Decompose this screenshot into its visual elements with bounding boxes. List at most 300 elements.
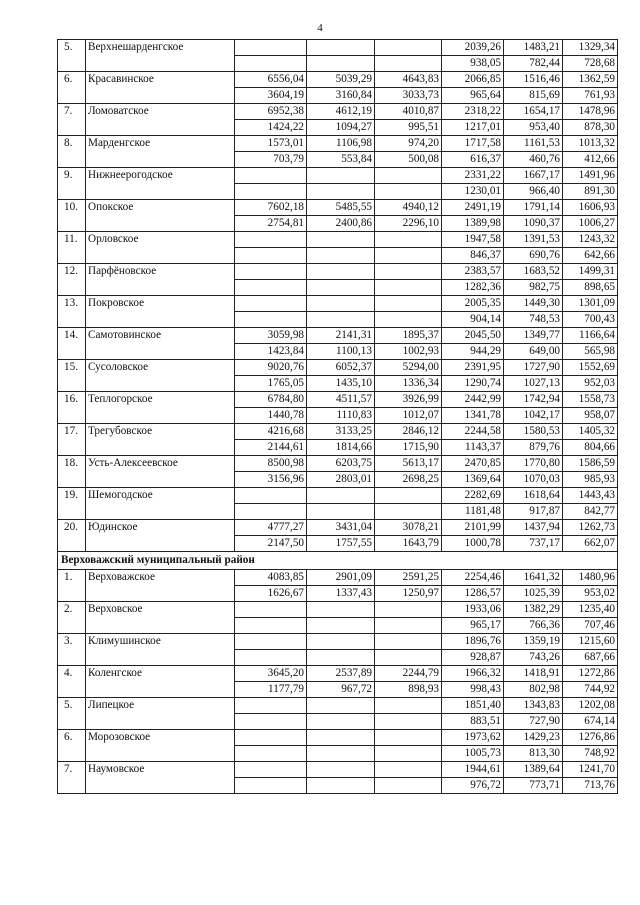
table-row — [58, 232, 618, 248]
value-cell-v4: 1282,36 — [442, 280, 504, 296]
value-cell-v5: 879,76 — [504, 440, 563, 456]
value-cell-v5: 737,17 — [504, 536, 563, 552]
value-cell-v5: 649,00 — [504, 344, 563, 360]
value-cell-v5: 1641,32 — [504, 570, 563, 586]
value-cell-v4: 2005,35 — [442, 296, 504, 312]
table-row — [58, 104, 618, 120]
value-cell-v2: 5485,55 — [307, 200, 375, 216]
table-row — [58, 392, 618, 408]
value-cell-v5: 953,40 — [504, 120, 563, 136]
value-cell-v5: 1618,64 — [504, 488, 563, 504]
value-cell-v3: 3078,21 — [375, 520, 442, 536]
value-cell-v3 — [375, 778, 442, 794]
row-index: 1. — [58, 570, 86, 602]
value-cell-v5: 727,90 — [504, 714, 563, 730]
value-cell-v3: 995,51 — [375, 120, 442, 136]
table-row — [58, 72, 618, 88]
value-cell-v2: 1100,13 — [307, 344, 375, 360]
table-row — [58, 328, 618, 344]
value-cell-v1 — [235, 488, 307, 504]
row-index: 7. — [58, 762, 86, 794]
value-cell-v6: 642,66 — [563, 248, 618, 264]
value-cell-v3: 2296,10 — [375, 216, 442, 232]
value-cell-v6: 687,66 — [563, 650, 618, 666]
row-index: 3. — [58, 634, 86, 666]
value-cell-v6: 1558,73 — [563, 392, 618, 408]
value-cell-v4: 1000,78 — [442, 536, 504, 552]
value-cell-v5: 1437,94 — [504, 520, 563, 536]
value-cell-v2 — [307, 618, 375, 634]
value-cell-v6: 953,02 — [563, 586, 618, 602]
page-number: 4 — [317, 22, 323, 34]
value-cell-v4: 2391,95 — [442, 360, 504, 376]
value-cell-v4: 1947,58 — [442, 232, 504, 248]
value-cell-v2 — [307, 40, 375, 56]
value-cell-v1 — [235, 56, 307, 72]
settlement-name: Верховажское — [86, 570, 235, 602]
value-cell-v3: 2846,12 — [375, 424, 442, 440]
value-cell-v1: 1626,67 — [235, 586, 307, 602]
value-cell-v5: 690,76 — [504, 248, 563, 264]
value-cell-v4: 1369,64 — [442, 472, 504, 488]
value-cell-v6: 1243,32 — [563, 232, 618, 248]
value-cell-v1: 9020,76 — [235, 360, 307, 376]
value-cell-v6: 1499,31 — [563, 264, 618, 280]
value-cell-v1: 1424,22 — [235, 120, 307, 136]
row-index: 5. — [58, 40, 86, 72]
value-cell-v1: 6784,80 — [235, 392, 307, 408]
table-row — [58, 488, 618, 504]
table-row — [58, 200, 618, 216]
row-index: 12. — [58, 264, 86, 296]
table-row — [58, 424, 618, 440]
value-cell-v5: 1042,17 — [504, 408, 563, 424]
settlement-name: Трегубовское — [86, 424, 235, 456]
value-cell-v3 — [375, 264, 442, 280]
value-cell-v4: 965,64 — [442, 88, 504, 104]
value-cell-v2 — [307, 698, 375, 714]
section-header-row — [58, 552, 618, 570]
value-cell-v3: 2591,25 — [375, 570, 442, 586]
table-row — [58, 634, 618, 650]
value-cell-v5: 1727,90 — [504, 360, 563, 376]
table-row — [58, 730, 618, 746]
value-cell-v3 — [375, 488, 442, 504]
value-cell-v6: 1586,59 — [563, 456, 618, 472]
value-cell-v4: 2282,69 — [442, 488, 504, 504]
value-cell-v5: 1027,13 — [504, 376, 563, 392]
value-cell-v4: 1973,62 — [442, 730, 504, 746]
value-cell-v5: 1791,14 — [504, 200, 563, 216]
value-cell-v4: 1933,06 — [442, 602, 504, 618]
settlement-name: Марденгское — [86, 136, 235, 168]
value-cell-v1 — [235, 280, 307, 296]
value-cell-v2: 1337,43 — [307, 586, 375, 602]
value-cell-v4: 1005,73 — [442, 746, 504, 762]
value-cell-v2: 1094,27 — [307, 120, 375, 136]
value-cell-v6: 891,30 — [563, 184, 618, 200]
row-index: 20. — [58, 520, 86, 552]
value-cell-v3 — [375, 232, 442, 248]
value-cell-v5: 748,53 — [504, 312, 563, 328]
value-cell-v2 — [307, 778, 375, 794]
value-cell-v5: 813,30 — [504, 746, 563, 762]
value-cell-v3 — [375, 762, 442, 778]
value-cell-v1: 3604,19 — [235, 88, 307, 104]
value-cell-v4: 2045,50 — [442, 328, 504, 344]
value-cell-v5: 1391,53 — [504, 232, 563, 248]
value-cell-v4: 1217,01 — [442, 120, 504, 136]
value-cell-v4: 846,37 — [442, 248, 504, 264]
value-cell-v6: 1241,70 — [563, 762, 618, 778]
value-cell-v5: 773,71 — [504, 778, 563, 794]
value-cell-v6: 952,03 — [563, 376, 618, 392]
value-cell-v4: 1966,32 — [442, 666, 504, 682]
value-cell-v3 — [375, 602, 442, 618]
value-cell-v2 — [307, 762, 375, 778]
row-index: 19. — [58, 488, 86, 520]
value-cell-v2: 553,84 — [307, 152, 375, 168]
row-index: 13. — [58, 296, 86, 328]
value-cell-v4: 2244,58 — [442, 424, 504, 440]
value-cell-v1: 2144,61 — [235, 440, 307, 456]
value-cell-v5: 1742,94 — [504, 392, 563, 408]
value-cell-v3: 3033,73 — [375, 88, 442, 104]
value-cell-v3: 1002,93 — [375, 344, 442, 360]
table-row — [58, 698, 618, 714]
value-cell-v3: 2698,25 — [375, 472, 442, 488]
value-cell-v6: 713,76 — [563, 778, 618, 794]
table-body — [58, 40, 618, 794]
table-row — [58, 40, 618, 56]
value-cell-v3 — [375, 56, 442, 72]
settlement-name: Самотовинское — [86, 328, 235, 360]
value-cell-v4: 2039,26 — [442, 40, 504, 56]
value-cell-v3 — [375, 714, 442, 730]
value-cell-v2 — [307, 280, 375, 296]
value-cell-v4: 2470,85 — [442, 456, 504, 472]
value-cell-v5: 966,40 — [504, 184, 563, 200]
value-cell-v1 — [235, 618, 307, 634]
row-index: 18. — [58, 456, 86, 488]
value-cell-v3 — [375, 504, 442, 520]
row-index: 8. — [58, 136, 86, 168]
value-cell-v2: 1106,98 — [307, 136, 375, 152]
value-cell-v6: 1606,93 — [563, 200, 618, 216]
settlement-name: Липецкое — [86, 698, 235, 730]
value-cell-v1 — [235, 232, 307, 248]
value-cell-v6: 412,66 — [563, 152, 618, 168]
value-cell-v3: 3926,99 — [375, 392, 442, 408]
value-cell-v4: 938,05 — [442, 56, 504, 72]
value-cell-v4: 1851,40 — [442, 698, 504, 714]
value-cell-v5: 460,76 — [504, 152, 563, 168]
value-cell-v6: 1362,59 — [563, 72, 618, 88]
value-cell-v4: 2101,99 — [442, 520, 504, 536]
value-cell-v4: 2331,22 — [442, 168, 504, 184]
value-cell-v3 — [375, 746, 442, 762]
value-cell-v2: 2901,09 — [307, 570, 375, 586]
value-cell-v2 — [307, 184, 375, 200]
settlement-name: Шемогодское — [86, 488, 235, 520]
value-cell-v1 — [235, 698, 307, 714]
value-cell-v1: 6556,04 — [235, 72, 307, 88]
value-cell-v5: 1025,39 — [504, 586, 563, 602]
value-cell-v6: 958,07 — [563, 408, 618, 424]
value-cell-v1 — [235, 762, 307, 778]
value-cell-v2 — [307, 488, 375, 504]
row-index: 17. — [58, 424, 86, 456]
value-cell-v2: 2400,86 — [307, 216, 375, 232]
value-cell-v2 — [307, 746, 375, 762]
value-cell-v1: 1440,78 — [235, 408, 307, 424]
value-cell-v3: 1250,97 — [375, 586, 442, 602]
value-cell-v5: 1483,21 — [504, 40, 563, 56]
value-cell-v3 — [375, 634, 442, 650]
value-cell-v2: 1814,66 — [307, 440, 375, 456]
value-cell-v3: 1715,90 — [375, 440, 442, 456]
table-row — [58, 456, 618, 472]
value-cell-v5: 782,44 — [504, 56, 563, 72]
value-cell-v2 — [307, 650, 375, 666]
value-cell-v4: 1717,58 — [442, 136, 504, 152]
value-cell-v5: 1683,52 — [504, 264, 563, 280]
value-cell-v6: 1552,69 — [563, 360, 618, 376]
value-cell-v2 — [307, 56, 375, 72]
value-cell-v3: 5613,17 — [375, 456, 442, 472]
value-cell-v5: 1429,23 — [504, 730, 563, 746]
value-cell-v4: 904,14 — [442, 312, 504, 328]
value-cell-v4: 2442,99 — [442, 392, 504, 408]
value-cell-v5: 1580,53 — [504, 424, 563, 440]
value-cell-v1: 6952,38 — [235, 104, 307, 120]
value-cell-v2: 1435,10 — [307, 376, 375, 392]
value-cell-v2 — [307, 232, 375, 248]
value-cell-v4: 1944,61 — [442, 762, 504, 778]
value-cell-v2 — [307, 264, 375, 280]
table-row — [58, 360, 618, 376]
value-cell-v6: 1202,08 — [563, 698, 618, 714]
value-cell-v4: 1286,57 — [442, 586, 504, 602]
value-cell-v6: 565,98 — [563, 344, 618, 360]
value-cell-v5: 1359,19 — [504, 634, 563, 650]
value-cell-v2: 6203,75 — [307, 456, 375, 472]
value-cell-v1 — [235, 312, 307, 328]
value-cell-v2: 5039,29 — [307, 72, 375, 88]
row-index: 2. — [58, 602, 86, 634]
value-cell-v6: 1272,86 — [563, 666, 618, 682]
value-cell-v6: 1443,43 — [563, 488, 618, 504]
value-cell-v6: 1491,96 — [563, 168, 618, 184]
settlement-name: Ломоватское — [86, 104, 235, 136]
value-cell-v2: 2141,31 — [307, 328, 375, 344]
value-cell-v6: 707,46 — [563, 618, 618, 634]
settlement-name: Парфёновское — [86, 264, 235, 296]
value-cell-v3 — [375, 698, 442, 714]
value-cell-v1 — [235, 746, 307, 762]
value-cell-v6: 761,93 — [563, 88, 618, 104]
value-cell-v5: 802,98 — [504, 682, 563, 698]
settlement-name: Опокское — [86, 200, 235, 232]
value-cell-v6: 804,66 — [563, 440, 618, 456]
value-cell-v4: 976,72 — [442, 778, 504, 794]
value-cell-v6: 1262,73 — [563, 520, 618, 536]
row-index: 4. — [58, 666, 86, 698]
table-row — [58, 264, 618, 280]
value-cell-v6: 700,43 — [563, 312, 618, 328]
value-cell-v5: 1418,91 — [504, 666, 563, 682]
table-row — [58, 168, 618, 184]
value-cell-v6: 1480,96 — [563, 570, 618, 586]
value-cell-v6: 1276,86 — [563, 730, 618, 746]
row-index: 5. — [58, 698, 86, 730]
value-cell-v6: 1166,64 — [563, 328, 618, 344]
value-cell-v1: 1177,79 — [235, 682, 307, 698]
value-cell-v5: 1449,30 — [504, 296, 563, 312]
value-cell-v4: 928,87 — [442, 650, 504, 666]
value-cell-v6: 748,92 — [563, 746, 618, 762]
value-cell-v6: 1006,27 — [563, 216, 618, 232]
value-cell-v1: 1765,05 — [235, 376, 307, 392]
value-cell-v3: 4010,87 — [375, 104, 442, 120]
value-cell-v3: 1643,79 — [375, 536, 442, 552]
value-cell-v3 — [375, 618, 442, 634]
value-cell-v1 — [235, 504, 307, 520]
value-cell-v3 — [375, 184, 442, 200]
value-cell-v4: 1230,01 — [442, 184, 504, 200]
value-cell-v1 — [235, 634, 307, 650]
value-cell-v1: 7602,18 — [235, 200, 307, 216]
value-cell-v3 — [375, 312, 442, 328]
value-cell-v1 — [235, 650, 307, 666]
value-cell-v6: 1013,32 — [563, 136, 618, 152]
settlement-name: Орловское — [86, 232, 235, 264]
value-cell-v5: 766,36 — [504, 618, 563, 634]
value-cell-v2: 6052,37 — [307, 360, 375, 376]
value-cell-v3: 4643,83 — [375, 72, 442, 88]
value-cell-v3: 5294,00 — [375, 360, 442, 376]
value-cell-v3 — [375, 248, 442, 264]
value-cell-v1: 4216,68 — [235, 424, 307, 440]
section-title: Верховажский муниципальный район — [58, 552, 618, 570]
value-cell-v4: 2254,46 — [442, 570, 504, 586]
value-cell-v2 — [307, 248, 375, 264]
settlement-name: Теплогорское — [86, 392, 235, 424]
value-cell-v2: 2537,89 — [307, 666, 375, 682]
value-cell-v1: 1423,84 — [235, 344, 307, 360]
value-cell-v4: 2318,22 — [442, 104, 504, 120]
value-cell-v4: 2066,85 — [442, 72, 504, 88]
row-index: 9. — [58, 168, 86, 200]
value-cell-v3 — [375, 280, 442, 296]
value-cell-v2: 3431,04 — [307, 520, 375, 536]
value-cell-v1 — [235, 264, 307, 280]
value-cell-v5: 1382,29 — [504, 602, 563, 618]
value-cell-v6: 1329,34 — [563, 40, 618, 56]
table-row — [58, 520, 618, 536]
value-cell-v2: 967,72 — [307, 682, 375, 698]
value-cell-v5: 1343,83 — [504, 698, 563, 714]
row-index: 14. — [58, 328, 86, 360]
value-cell-v1: 4777,27 — [235, 520, 307, 536]
value-cell-v1 — [235, 714, 307, 730]
value-cell-v1 — [235, 296, 307, 312]
value-cell-v2 — [307, 602, 375, 618]
value-cell-v2 — [307, 714, 375, 730]
value-cell-v3 — [375, 296, 442, 312]
value-cell-v5: 1161,53 — [504, 136, 563, 152]
table-row — [58, 296, 618, 312]
value-cell-v6: 1215,60 — [563, 634, 618, 650]
settlement-name: Морозовское — [86, 730, 235, 762]
value-cell-v3: 4940,12 — [375, 200, 442, 216]
value-cell-v3: 1012,07 — [375, 408, 442, 424]
value-cell-v6: 1405,32 — [563, 424, 618, 440]
value-cell-v3: 1895,37 — [375, 328, 442, 344]
value-cell-v4: 1290,74 — [442, 376, 504, 392]
table-row — [58, 136, 618, 152]
value-cell-v3 — [375, 40, 442, 56]
row-index: 7. — [58, 104, 86, 136]
value-cell-v4: 1143,37 — [442, 440, 504, 456]
table-row — [58, 762, 618, 778]
settlement-name: Усть-Алексеевское — [86, 456, 235, 488]
value-cell-v1 — [235, 168, 307, 184]
value-cell-v1: 3645,20 — [235, 666, 307, 682]
value-cell-v4: 1896,76 — [442, 634, 504, 650]
value-cell-v5: 1667,17 — [504, 168, 563, 184]
value-cell-v3 — [375, 650, 442, 666]
value-cell-v3 — [375, 730, 442, 746]
row-index: 15. — [58, 360, 86, 392]
value-cell-v2 — [307, 730, 375, 746]
value-cell-v2: 3133,25 — [307, 424, 375, 440]
table-row — [58, 570, 618, 586]
table-row — [58, 602, 618, 618]
value-cell-v3: 1336,34 — [375, 376, 442, 392]
value-cell-v1 — [235, 778, 307, 794]
value-cell-v5: 1349,77 — [504, 328, 563, 344]
value-cell-v1: 4083,85 — [235, 570, 307, 586]
value-cell-v5: 1090,37 — [504, 216, 563, 232]
value-cell-v3: 898,93 — [375, 682, 442, 698]
value-cell-v5: 1389,64 — [504, 762, 563, 778]
value-cell-v3: 974,20 — [375, 136, 442, 152]
value-cell-v4: 2491,19 — [442, 200, 504, 216]
settlement-name: Коленгское — [86, 666, 235, 698]
value-cell-v4: 2383,57 — [442, 264, 504, 280]
value-cell-v6: 842,77 — [563, 504, 618, 520]
value-cell-v2 — [307, 504, 375, 520]
settlement-name: Красавинское — [86, 72, 235, 104]
value-cell-v5: 743,26 — [504, 650, 563, 666]
settlement-name: Климушинское — [86, 634, 235, 666]
table-row — [58, 666, 618, 682]
value-cell-v2: 3160,84 — [307, 88, 375, 104]
row-index: 11. — [58, 232, 86, 264]
tariff-table — [57, 39, 618, 794]
value-cell-v5: 1770,80 — [504, 456, 563, 472]
settlement-name: Юдинское — [86, 520, 235, 552]
value-cell-v3: 2244,79 — [375, 666, 442, 682]
value-cell-v6: 674,14 — [563, 714, 618, 730]
row-index: 10. — [58, 200, 86, 232]
value-cell-v5: 1516,46 — [504, 72, 563, 88]
settlement-name: Покровское — [86, 296, 235, 328]
value-cell-v6: 744,92 — [563, 682, 618, 698]
value-cell-v1 — [235, 248, 307, 264]
value-cell-v1 — [235, 730, 307, 746]
